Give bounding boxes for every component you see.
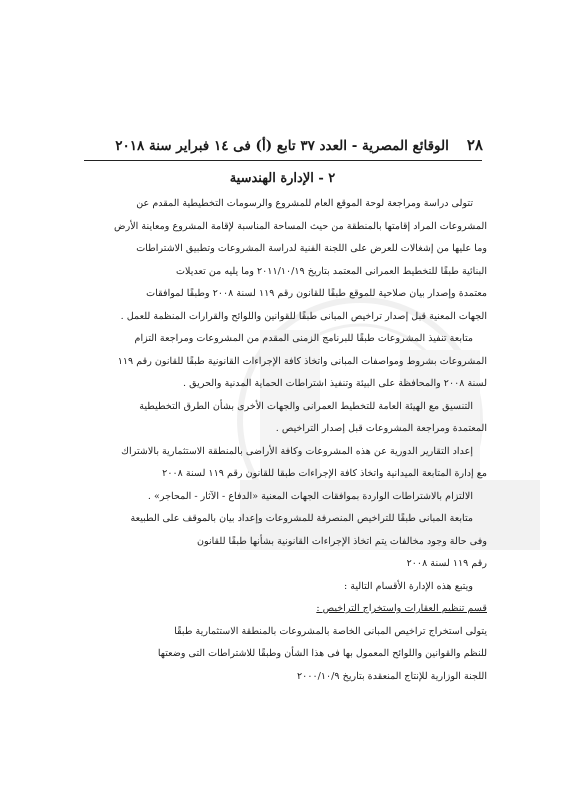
text-line: التنسيق مع الهيئة العامة للتخطيط العمرانى والجهات الأخرى بشأن الطرق التخطيطية [139, 400, 473, 412]
text-line: وما عليها من إشغالات للعرض على اللجنة الفنية لدراسة المشروعات وتطبيق الاشتراطات [136, 243, 487, 254]
text-line: رقم ١١٩ لسنة ٢٠٠٨ [406, 558, 487, 569]
text-line: متابعة المبانى طبقًا للتراخيص المنصرفة للمشروعات وإعداد بيان بالموقف على الطبيعة [130, 513, 473, 524]
text-line: الجهات المعنية قبل إصدار تراخيص المبانى طبقًا للقوانين واللوائح والقرارات المنظمة للعمل . [120, 310, 487, 322]
page-number: ٢٨ [466, 136, 483, 154]
page-header [103, 136, 483, 154]
text-line: البنائية طبقًا للتخطيط العمرانى المعتمد بتاريخ ٢٠١١/١٠/١٩ وما يليه من تعديلات [176, 265, 487, 277]
text-line: للنظم والقوانين واللوائح المعمول بها فى هذا الشأن وطبقًا للاشتراطات التى وضعتها [157, 648, 487, 659]
text-line: معتمدة وإصدار بيان صلاحية للموقع طبقًا للقانون رقم ١١٩ لسنة ٢٠٠٨ وطبقًا لموافقات [146, 288, 487, 299]
text-line: تتولى دراسة ومراجعة لوحة الموقع العام للمشروع والرسومات التخطيطية المقدم عن [136, 198, 473, 209]
text-line: لسنة ٢٠٠٨ والمحافظة على البيئة وتنفيذ اشتراطات الحماية المدنية والحريق . [183, 378, 487, 389]
gazette-header-title: الوقائع المصرية - العدد ٣٧ تابع (أ) فى ١٤ فبراير سنة ٢٠١٨ [115, 138, 449, 154]
text-line: متابعة تنفيذ المشروعات طبقًا للبرنامج الزمنى المقدم من المشروعات ومراجعة التزام [134, 333, 473, 344]
subsection-heading: قسم تنظيم العقارات واستخراج التراخيص : [316, 603, 487, 614]
header-divider [84, 160, 482, 161]
text-line: وفى حالة وجود مخالفات يتم اتخاذ الإجراءات القانونية بشأنها طبقًا للقانون [196, 535, 487, 547]
document-body [84, 193, 487, 688]
section-title: ٢ - الإدارة الهندسية [229, 171, 336, 186]
text-line: اللجنة الوزارية للإنتاج المنعقدة بتاريخ ٢٠٠٠/١٠/٩ [297, 670, 487, 682]
text-line: المشروعات بشروط ومواصفات المبانى واتخاذ كافة الإجراءات القانونية طبقًا للقانون رقم ١١٩ [117, 355, 487, 367]
text-line: مع إدارة المتابعة الميدانية واتخاذ كافة الإجراءات طبقا للقانون رقم ١١٩ لسنة ٢٠٠٨ [162, 468, 487, 479]
text-line: المعتمدة ومراجعة المشروعات قبل إصدار التراخيص . [275, 423, 487, 434]
text-line: يتولى استخراج تراخيص المبانى الخاصة بالمشروعات بالمنطقة الاستثمارية طبقًا [174, 625, 487, 637]
text-line: إعداد التقارير الدورية عن هذه المشروعات وكافة الأراضى بالمنطقة الاستثمارية بالاشتراك [121, 445, 473, 457]
text-line: ويتبع هذه الإدارة الأقسام التالية : [343, 580, 473, 592]
text-line: الالتزام بالاشتراطات الواردة بموافقات الجهات المعنية «الدفاع - الآثار - المحاجر» . [147, 490, 473, 502]
text-line: المشروعات المراد إقامتها بالمنطقة من حيث المساحة المناسبة لإقامة المشروع ومعاينة الأرض [113, 220, 487, 232]
